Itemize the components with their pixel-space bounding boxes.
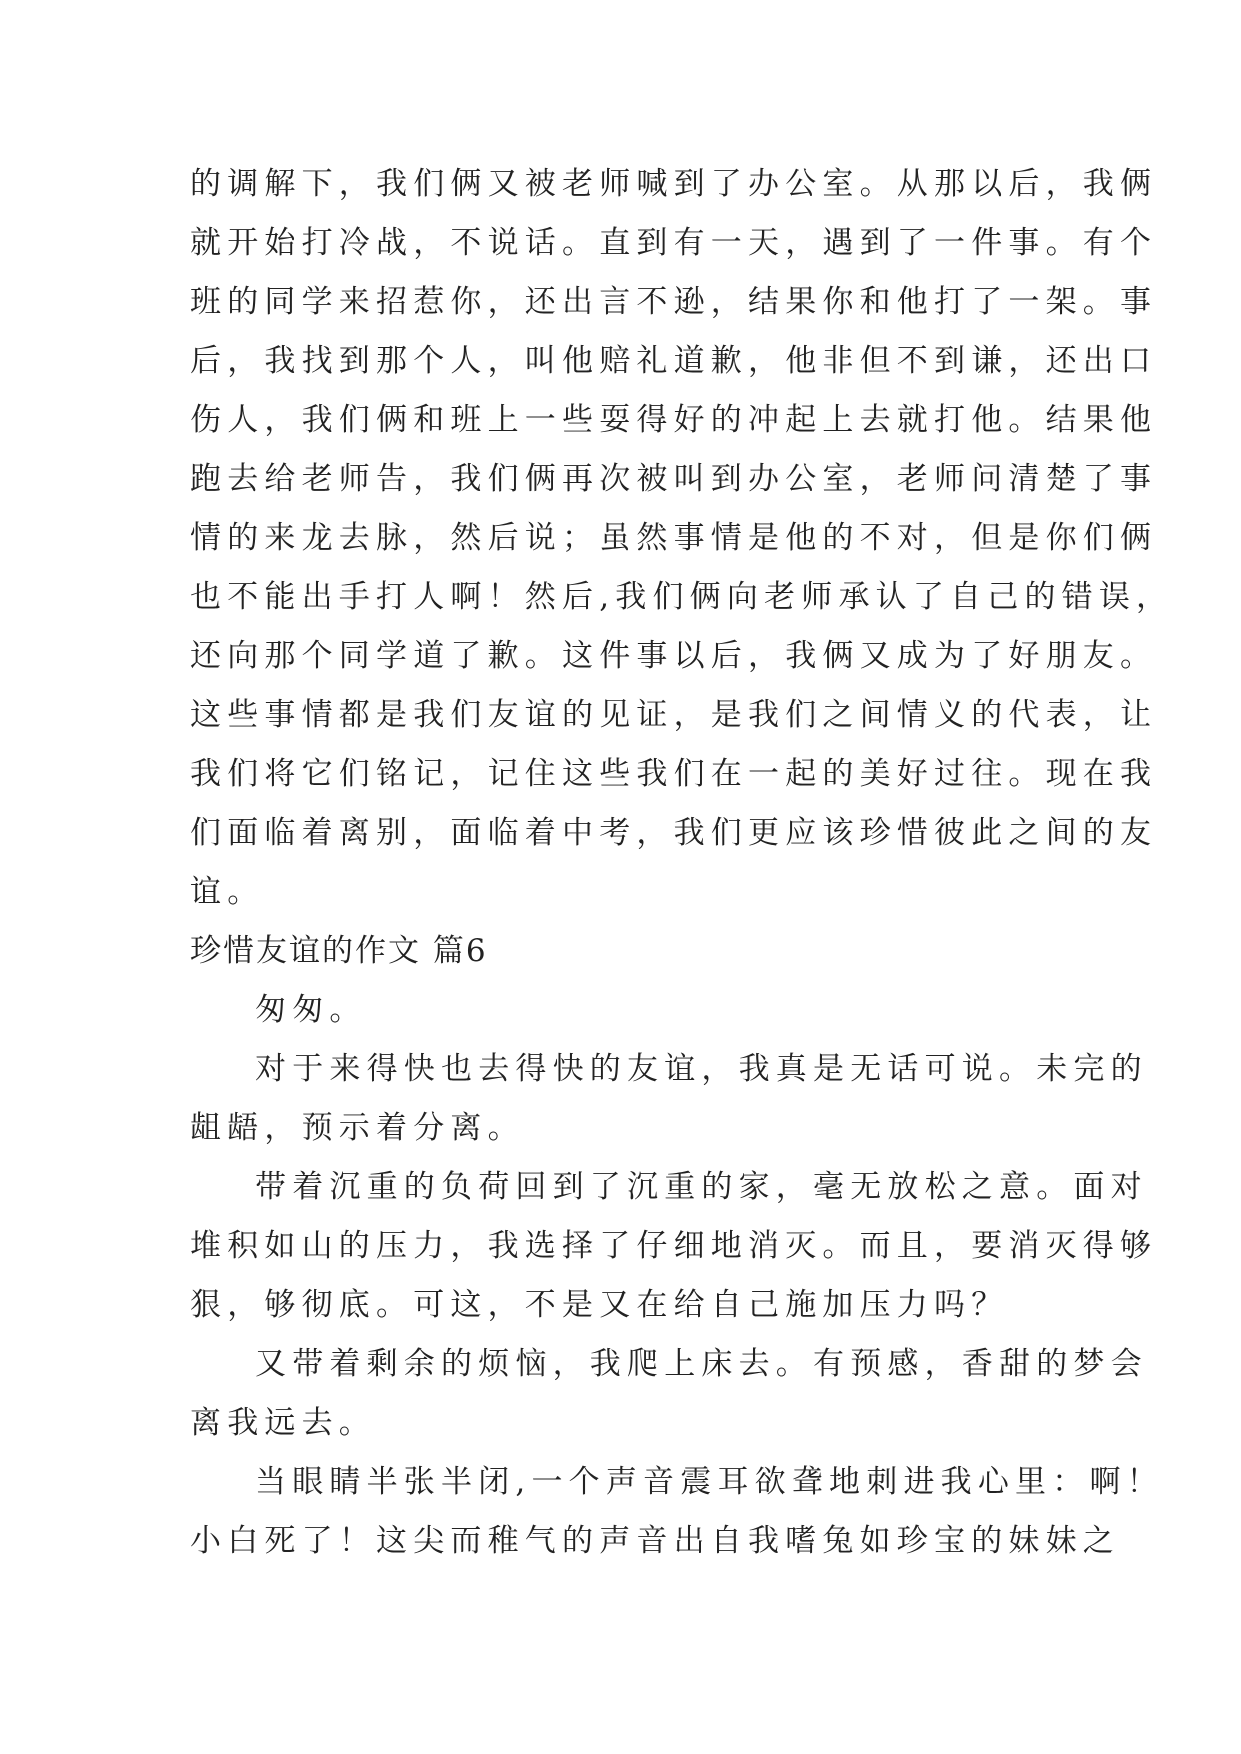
text-line: 当眼睛半张半闭,一个声音震耳欲聋地刺进我心里：啊！ <box>255 1464 1164 1500</box>
text-line: 的调解下，我们俩又被老师喊到了办公室。从那以后，我俩 <box>190 166 1158 202</box>
text-line: 跑去给老师告，我们俩再次被叫到办公室，老师问清楚了事 <box>190 461 1158 497</box>
text-line: 对于来得快也去得快的友谊，我真是无话可说。未完的 <box>255 1051 1148 1087</box>
text-line: 还向那个同学道了歉。这件事以后，我俩又成为了好朋友。 <box>190 638 1158 674</box>
text-line: 我们将它们铭记，记住这些我们在一起的美好过往。现在我 <box>190 756 1158 792</box>
text-line: 就开始打冷战，不说话。直到有一天，遇到了一件事。有个 <box>190 225 1158 261</box>
text-line: 伤人，我们俩和班上一些耍得好的冲起上去就打他。结果他 <box>190 402 1158 438</box>
text-line: 情的来龙去脉，然后说；虽然事情是他的不对，但是你们俩 <box>190 520 1158 556</box>
text-line: 谊。 <box>190 874 265 910</box>
text-line: 带着沉重的负荷回到了沉重的家，毫无放松之意。面对 <box>255 1169 1148 1205</box>
text-line: 班的同学来招惹你，还出言不逊，结果你和他打了一架。事 <box>190 284 1158 320</box>
text-line: 龃龉，预示着分离。 <box>190 1110 525 1146</box>
text-line: 狠，够彻底。可这，不是又在给自己施加压力吗？ <box>190 1287 1009 1323</box>
text-line: 又带着剩余的烦恼，我爬上床去。有预感，香甜的梦会 <box>255 1346 1148 1382</box>
text-line: 这些事情都是我们友谊的见证，是我们之间情义的代表，让 <box>190 697 1158 733</box>
text-line: 匆匆。 <box>255 992 367 1028</box>
section-heading: 珍惜友谊的作文 篇6 <box>190 933 488 969</box>
text-line: 也不能出手打人啊！然后,我们俩向老师承认了自己的错误， <box>190 579 1174 615</box>
text-line: 小白死了！这尖而稚气的声音出自我嗜兔如珍宝的妹妹之 <box>190 1523 1120 1559</box>
text-line: 后，我找到那个人，叫他赔礼道歉，他非但不到谦，还出口 <box>190 343 1158 379</box>
text-line: 离我远去。 <box>190 1405 376 1441</box>
text-line: 们面临着离别，面临着中考，我们更应该珍惜彼此之间的友 <box>190 815 1158 851</box>
text-line: 堆积如山的压力，我选择了仔细地消灭。而且，要消灭得够 <box>190 1228 1158 1264</box>
